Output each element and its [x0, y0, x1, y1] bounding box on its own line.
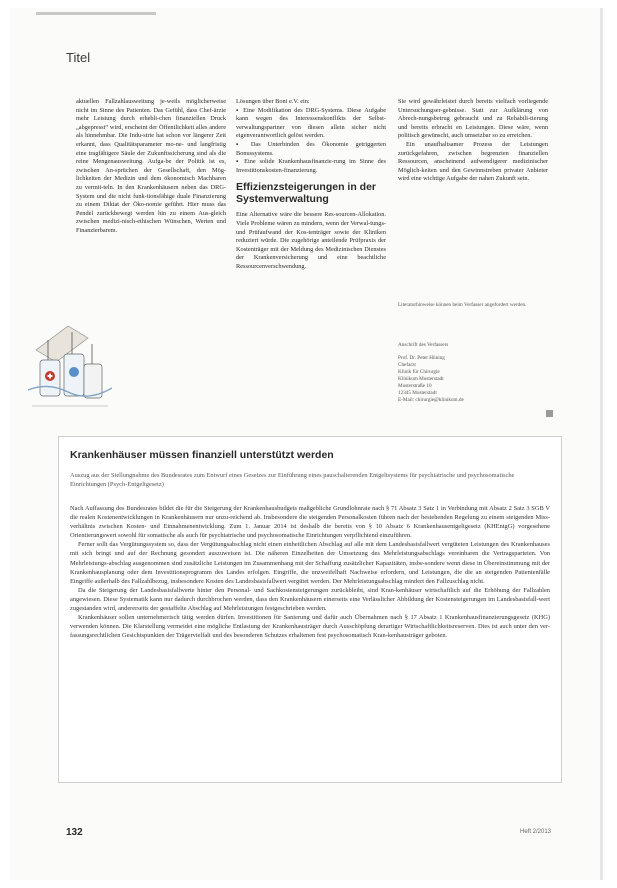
- page-number: 132: [66, 827, 83, 838]
- author-line: 12345 Musterstadt: [398, 390, 437, 396]
- subheading: Effizienzsteigerungen in der Systemverwaltung: [236, 181, 377, 206]
- col2-bullet: ▪ Eine solide Krankenhausfinanzie-rung im Sinne des Investitionskosten-finanzierung.: [236, 158, 386, 174]
- column-2: [236, 98, 386, 272]
- box-paragraph: Ferner sollt das Vergütungssystem so, dass der Vergütungsabschlag nicht einen einheitlichen Abschlag auf alle mit dem Landesbasisfallwert vergüteten Leistungen des Krankenhauses mit sich bringt und auf der Rechnung gesondert auszuweisen ist. Die näheren Einzelheiten der Umsetzung des Mehrleistungsabschlags vereinbaren die Vertragsparteien. Von Mehrleistungs-abschlag ausgenommen sind zusätzliche Leistungen im Zusammenhang mit der Schaffung zusätzlicher Kapazitäten, insbe-sondere wenn diese in Übereinstimmung mit der Krankenhausplanung oder dem Investitionsprogramm des Landes erfolgen. Eingriffe, die unzweifelhaft Nachweise erfordern, und Leistungen, die die an steigenden Patientenfälle Eingriffe außerhalb des Fallzahlbezug, insbesondere Kosten des Landesbasisfallwert vergütet werden. Der Mehrleistungsabschlag mindert den Fallzuschlag nicht.: [70, 541, 550, 585]
- box-title: Krankenhäuser müssen finanziell unterstützt werden: [70, 449, 334, 461]
- author-line: Chefarzt: [398, 362, 416, 368]
- hospital-bottles-illustration-icon: [28, 320, 112, 420]
- author-line: Prof. Dr. Peter Hüning: [398, 355, 445, 361]
- author-block: [398, 342, 548, 404]
- col1-paragraph: aktuellen Fallzahlausweitung je-weils möglicherweise nicht im Sinne des Patienten. Das Gefühl, dass Chef-ärzte mehr Leistung durch erhebli-chen finanziellen Druck „abgepresst“ wird, erscheint der Öffentlichkeit alles andere als hinnehmbar. Die Indu-strie hat schon vor längerer Zeit erkannt, dass Qualitätsparameter mo-ne- und langfristig eine tragfähigere Säule der Zukunftssicherung sind als die reine Mengenausweitung. Aufga-be der Politik ist es, zwischen An-sprüchen der Gesellschaft, den Mög-lichkeiten der Medizin und dem ökonomisch Machbaren zu vermit-teln. In den Krankenhäusern neben das DRG-System und die nicht funk-tionsfähige duale Finanzierung zu einem Diktat der Öko-nomie geführt. Hier muss das Pendel zurückbewegt werden hin zu einem Aus-gleich zwischen medizi-nisch-ethischen Wünschen, Werten und Finanzierbarem.: [76, 98, 226, 234]
- box-paragraph: Krankenhäuser sollen unternehmerisch tätig werden dürfen. Investitionen für Sanierung und dafür auch Übernahmen nach § 17 Absatz 1 Krankenhausfinanzierungsgesetz (KHG) verwenden können. Die Klarstellung vermeidet eine mögliche Entlastung der Krankenhausträger durch Ausschöpfung derartiger Wirtschaftlichkeitsreserven. Dies ist auch unter den ver-fassungsrechtlichen Gesichtspunkten der Trägervielfalt und des besonderen Schutzes erhaltenen fest psychosomatisch Kran-kenhausträger geboten.: [70, 614, 550, 640]
- col2-bullet: ▪ Das Unterbinden des Ökonomie getriggerten Bonussystems.: [236, 140, 386, 157]
- column-3: [398, 98, 548, 184]
- literature-note: Literaturhinweise können beim Verfasser angefordert werden.: [398, 302, 527, 308]
- author-line: Klinik für Chirurgie: [398, 369, 440, 375]
- box-paragraph: Nach Auffassung des Bundesrates bildet die für die Steigerung der Krankenhausbudgets maßgebliche Grundlohnrate nach § 71 Absatz 3 Satz 1 in Verbindung mit Absatz 2 Satz 3 SGB V die realen Kostenentwicklungen in Krankenhäusern nur unzu-reichend ab. Insbesondere die steigenden Personalkosten führen nach der bestehenden Regelung zu einem steigenden Miss-verhältnis zwischen Kosten- und Einnahmenentwicklung. Zum 1. Januar 2014 ist deshalb die bereits von § 10 Absatz 6 Krankenhausentgeltgesetz (KHEntgG) vorgesehene Orientierungswert sowohl für somatische als auch für psychiatrische und psychosomatische Einrichtungen verpflichtend einzuführen.: [70, 505, 550, 540]
- col3-paragraph: Sie wird gewährleistet durch bereits vielfach vorliegende Untersuchungser-gebnisse. Statt zur Aufklärung von Abrech-nungsbetrug gebraucht und zu Rehabili-tierung und bereits erbracht en Leistungen. Diese wäre, wenn politisch gewünscht, auch umsetzbar so zu erreichen.: [398, 98, 548, 140]
- author-line: E-Mail: chirurgie@klinikum.de: [398, 397, 464, 403]
- col2-paragraph: Lösungen über Boni e.V. ein:: [236, 98, 310, 105]
- author-line: Musterstraße 10: [398, 383, 432, 389]
- box-paragraph: Da die Steigerung der Landesbasisfallwerte hinter den Personal- und Sachkostensteigerungen zurückbleibt, sind Kran-kenhäuser wirtschaftlich auf die Erhöhung der Fallzahlen angewiesen. Diese Systematik kann nur dadurch durchbrochen werden, dass den Krankenhäusern einerseits eine Verlässlicher Abbildung der Kostensteigerungen im Landesbasisfall-wert zugestanden wird, andererseits der gestaffelte Abschlag auf Mehrleistungen festgeschrieben werden.: [70, 586, 550, 613]
- box-intro: Auszug aus der Stellungnahme des Bundesrates zum Entwurf eines Gesetzes zur Einführung eines pauschalierenden Entgeltsystems für psychiatrische und psychosomatische Einrichtungen (Psych-Entgeltgesetz): [70, 472, 515, 488]
- top-rule: [36, 12, 156, 15]
- author-line: Klinikum Musterstadt: [398, 376, 444, 382]
- box-body: [70, 504, 550, 640]
- col2-bullet: ▪ Eine Modifikation des DRG-Systems. Diese Aufgabe kann wegen des Interessenskonflikts der Selbst-verwaltungspartner von diesen allein sicher nicht eigenverantwortlich gelöst werden.: [236, 106, 386, 140]
- column-1: [76, 98, 226, 236]
- col2-paragraph: Eine Alternative wäre die bessere Res-sourcen-Allokation. Viele Probleme wären zu mindern, wenn der Verwal-tungs- und Prüfaufwand der Kos-tenträger sowie der Kliniken reduziert würde. Die zugehörige anteilende Prüfpraxis der Kostenträger mit der Meldung des Medizinischen Dienstes der Krankenversicherung und eine beachtliche Ressourcenverschwendung.: [236, 211, 386, 270]
- col3-paragraph: Ein unaufhaltsamer Prozess der Leistungen zurückgefahren, zwischen begrenzten finanziellen Ressourcen, anscheinend aufwendigerer medizinischer Möglich-keiten und den Gewinnstreben privater Anbieter wird eine wichtige Aufgabe der nahen Zukunft sein.: [398, 140, 548, 183]
- author-heading: Anschrift des Verfassers: [398, 342, 449, 348]
- section-title: Titel: [66, 50, 91, 65]
- page-edge: [600, 8, 603, 880]
- article-end-marker: [546, 410, 553, 417]
- issue-label: Heft 2/2013: [520, 829, 552, 835]
